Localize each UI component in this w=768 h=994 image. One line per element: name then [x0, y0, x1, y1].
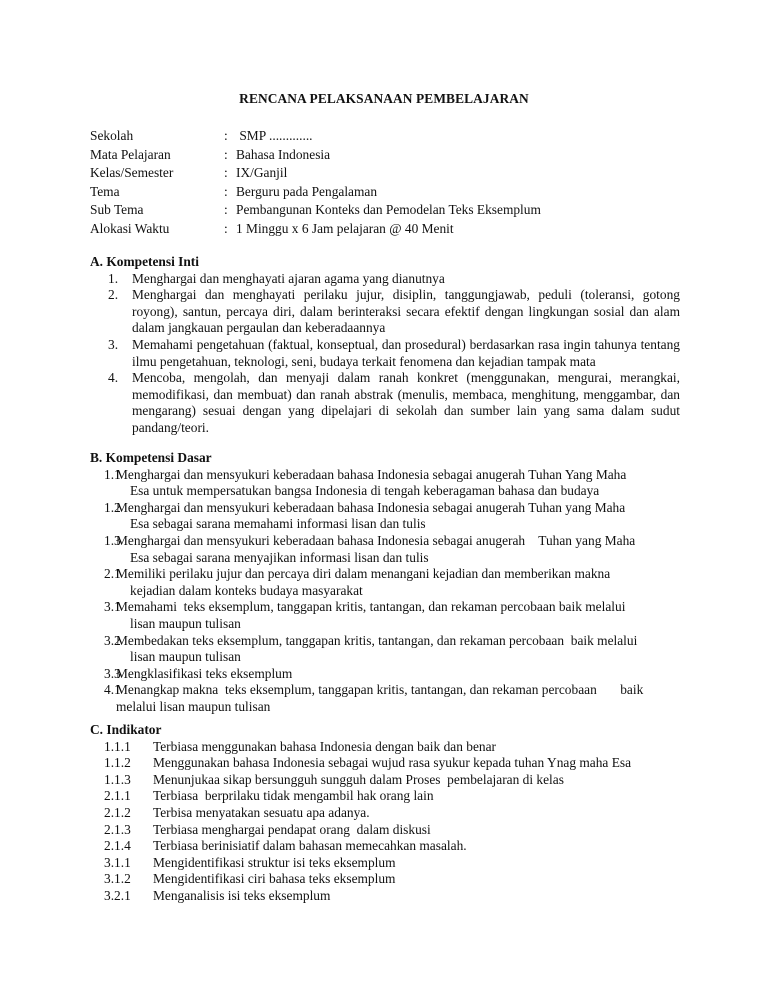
section-heading: B. Kompetensi Dasar — [90, 450, 212, 465]
info-row-alokasi-waktu — [90, 220, 690, 239]
info-row-mata-pelajaran — [90, 146, 690, 165]
list-item — [90, 739, 690, 756]
info-colon: : — [224, 220, 228, 236]
info-value: 1 Minggu x 6 Jam pelajaran @ 40 Menit — [236, 220, 454, 236]
info-row-tema — [90, 183, 690, 202]
info-colon: : — [224, 165, 228, 181]
item-line: Memiliki perilaku jujur dan percaya diri dalam menangani kejadian dan memberikan makna — [116, 566, 611, 582]
item-number: 3.2 — [104, 632, 121, 648]
info-colon: : — [224, 128, 228, 143]
item-line: Menghargai dan mensyukuri keberadaan bahasa Indonesia sebagai anugerah Tuhan Yang Maha — [116, 466, 627, 482]
item-text: Terbiasa berinisiatif dalam bahasan memecahkan masalah. — [153, 838, 467, 854]
info-label: Sub Tema — [90, 202, 144, 218]
list-item — [90, 838, 690, 855]
section-heading: C. Indikator — [90, 722, 162, 737]
item-number: 4. — [108, 370, 119, 386]
list-item — [90, 772, 690, 789]
item-text: Menggunakan bahasa Indonesia sebagai wujud rasa syukur kepada tuhan Ynag maha Esa — [153, 755, 632, 771]
item-line: Mengklasifikasi teks eksemplum — [116, 665, 293, 681]
info-row-kelas-semester — [90, 164, 690, 183]
item-number: 2.1.3 — [104, 821, 131, 837]
list-item — [90, 633, 690, 666]
item-text: Mengidentifikasi ciri bahasa teks eksemplum — [153, 871, 396, 887]
info-label: Tema — [90, 183, 120, 199]
item-number: 1.1 — [104, 466, 121, 482]
item-text: Menunjukaa sikap bersungguh sungguh dalam Proses pembelajaran di kelas — [153, 771, 564, 787]
item-text: Terbiasa menghargai pendapat orang dalam diskusi — [153, 821, 431, 837]
item-number: 2.1.2 — [104, 804, 131, 820]
list-item — [90, 871, 690, 888]
item-number: 2.1.4 — [104, 838, 131, 854]
list-item — [90, 271, 680, 288]
list-item — [90, 533, 690, 566]
item-text: Terbisa menyatakan sesuatu apa adanya. — [153, 804, 370, 820]
item-line: Memahami teks eksemplum, tanggapan kritis, tantangan, dan rekaman percobaan baik melalui — [116, 599, 626, 615]
list-item — [90, 805, 690, 822]
item-number: 3.1.2 — [104, 871, 131, 887]
item-line: Menghargai dan mensyukuri keberadaan bahasa Indonesia sebagai anugerah Tuhan yang Maha — [116, 532, 636, 548]
info-value: Berguru pada Pengalaman — [236, 183, 378, 199]
item-number: 2. — [108, 287, 119, 303]
item-text: Menghargai dan menghayati perilaku jujur, disiplin, tanggungjawab, peduli (toleransi, gotong royong), santun, percaya diri, dalam berinteraksi secara efektif dengan lingkungan sosial dan alam dalam jangkauan pergaulan dan keberadaannya — [132, 287, 680, 336]
info-label: Mata Pelajaran — [90, 146, 171, 162]
list-item — [90, 788, 690, 805]
item-number: 1.1.3 — [104, 771, 131, 787]
item-line: Menghargai dan mensyukuri keberadaan bahasa Indonesia sebagai anugerah Tuhan yang Maha — [116, 499, 626, 515]
item-line: Esa sebagai sarana memahami informasi lisan dan tulis — [130, 516, 426, 532]
info-colon: : — [224, 183, 228, 199]
list-item — [90, 337, 680, 370]
item-number: 3.3 — [104, 665, 121, 681]
info-value: IX/Ganjil — [236, 165, 288, 181]
list-item — [90, 822, 690, 839]
info-colon: : — [224, 202, 228, 218]
section-kompetensi-dasar — [90, 450, 690, 716]
list-item — [90, 855, 690, 872]
info-label: Sekolah — [90, 128, 134, 143]
list-item — [90, 370, 680, 436]
list-item — [90, 599, 690, 632]
item-text: Mengidentifikasi struktur isi teks eksemplum — [153, 854, 396, 870]
item-line: Menangkap makna teks eksemplum, tanggapan kritis, tantangan, dan rekaman percobaan baik — [116, 682, 644, 698]
info-value: Pembangunan Konteks dan Pemodelan Teks Eksemplum — [236, 202, 541, 218]
item-line: Esa sebagai sarana menyajikan informasi lisan dan tulis — [130, 549, 429, 565]
item-number: 3.1 — [104, 599, 121, 615]
item-text: Menghargai dan menghayati ajaran agama yang dianutnya — [132, 270, 445, 286]
info-value: Bahasa Indonesia — [236, 146, 331, 162]
info-label: Kelas/Semester — [90, 165, 174, 181]
item-number: 3.2.1 — [104, 887, 131, 903]
item-line: Membedakan teks eksemplum, tanggapan kritis, tantangan, dan rekaman percobaan baik melalui — [116, 632, 638, 648]
item-number: 1.3 — [104, 532, 121, 548]
item-line: melalui lisan maupun tulisan — [116, 698, 271, 714]
info-label: Alokasi Waktu — [90, 220, 170, 236]
list-item — [90, 888, 690, 905]
section-indikator — [90, 722, 690, 905]
item-number: 1. — [108, 270, 119, 286]
document-title: RENCANA PELAKSANAAN PEMBELAJARAN — [239, 91, 529, 106]
list-item — [90, 666, 690, 683]
section-heading: A. Kompetensi Inti — [90, 254, 199, 269]
item-number: 3.1.1 — [104, 854, 131, 870]
item-line: lisan maupun tulisan — [130, 649, 241, 665]
info-row-sekolah — [90, 127, 690, 146]
item-number: 2.1 — [104, 566, 121, 582]
item-number: 2.1.1 — [104, 788, 131, 804]
item-text: Terbiasa berprilaku tidak mengambil hak orang lain — [153, 788, 434, 804]
list-item — [90, 500, 690, 533]
list-item — [90, 755, 690, 772]
item-number: 1.1.2 — [104, 755, 131, 771]
list-item — [90, 467, 690, 500]
item-number: 1.1.1 — [104, 738, 131, 754]
item-text: Terbiasa menggunakan bahasa Indonesia dengan baik dan benar — [153, 738, 496, 754]
item-text: Menganalisis isi teks eksemplum — [153, 887, 331, 903]
list-item — [90, 566, 690, 599]
item-line: Esa untuk mempersatukan bangsa Indonesia di tengah keberagaman bahasa dan budaya — [130, 483, 600, 499]
list-item — [90, 682, 690, 715]
item-text: Memahami pengetahuan (faktual, konseptual, dan prosedural) berdasarkan rasa ingin tahunya tentang ilmu pengetahuan, teknologi, seni, budaya terkait fenomena dan kejadian tampak mata — [132, 336, 680, 369]
info-table — [90, 127, 690, 239]
item-number: 1.2 — [104, 499, 121, 515]
info-row-sub-tema — [90, 201, 690, 220]
item-line: kejadian dalam konteks budaya masyarakat — [130, 582, 363, 598]
info-colon: : — [224, 146, 228, 162]
item-text: Mencoba, mengolah, dan menyaji dalam ranah konkret (menggunakan, mengurai, merangkai, memodifikasi, dan membuat) dan ranah abstrak (menulis, membaca, menghitung, menggambar, dan mengarang) sesuai dengan yang dipelajari di sekolah dan sumber lain yang sama dalam sudut pandang/teori. — [132, 370, 680, 435]
info-value: SMP ............. — [236, 128, 313, 143]
section-kompetensi-inti — [90, 254, 680, 437]
list-item — [90, 287, 680, 337]
item-line: lisan maupun tulisan — [130, 615, 241, 631]
item-number: 3. — [108, 336, 119, 352]
item-number: 4.1 — [104, 682, 121, 698]
